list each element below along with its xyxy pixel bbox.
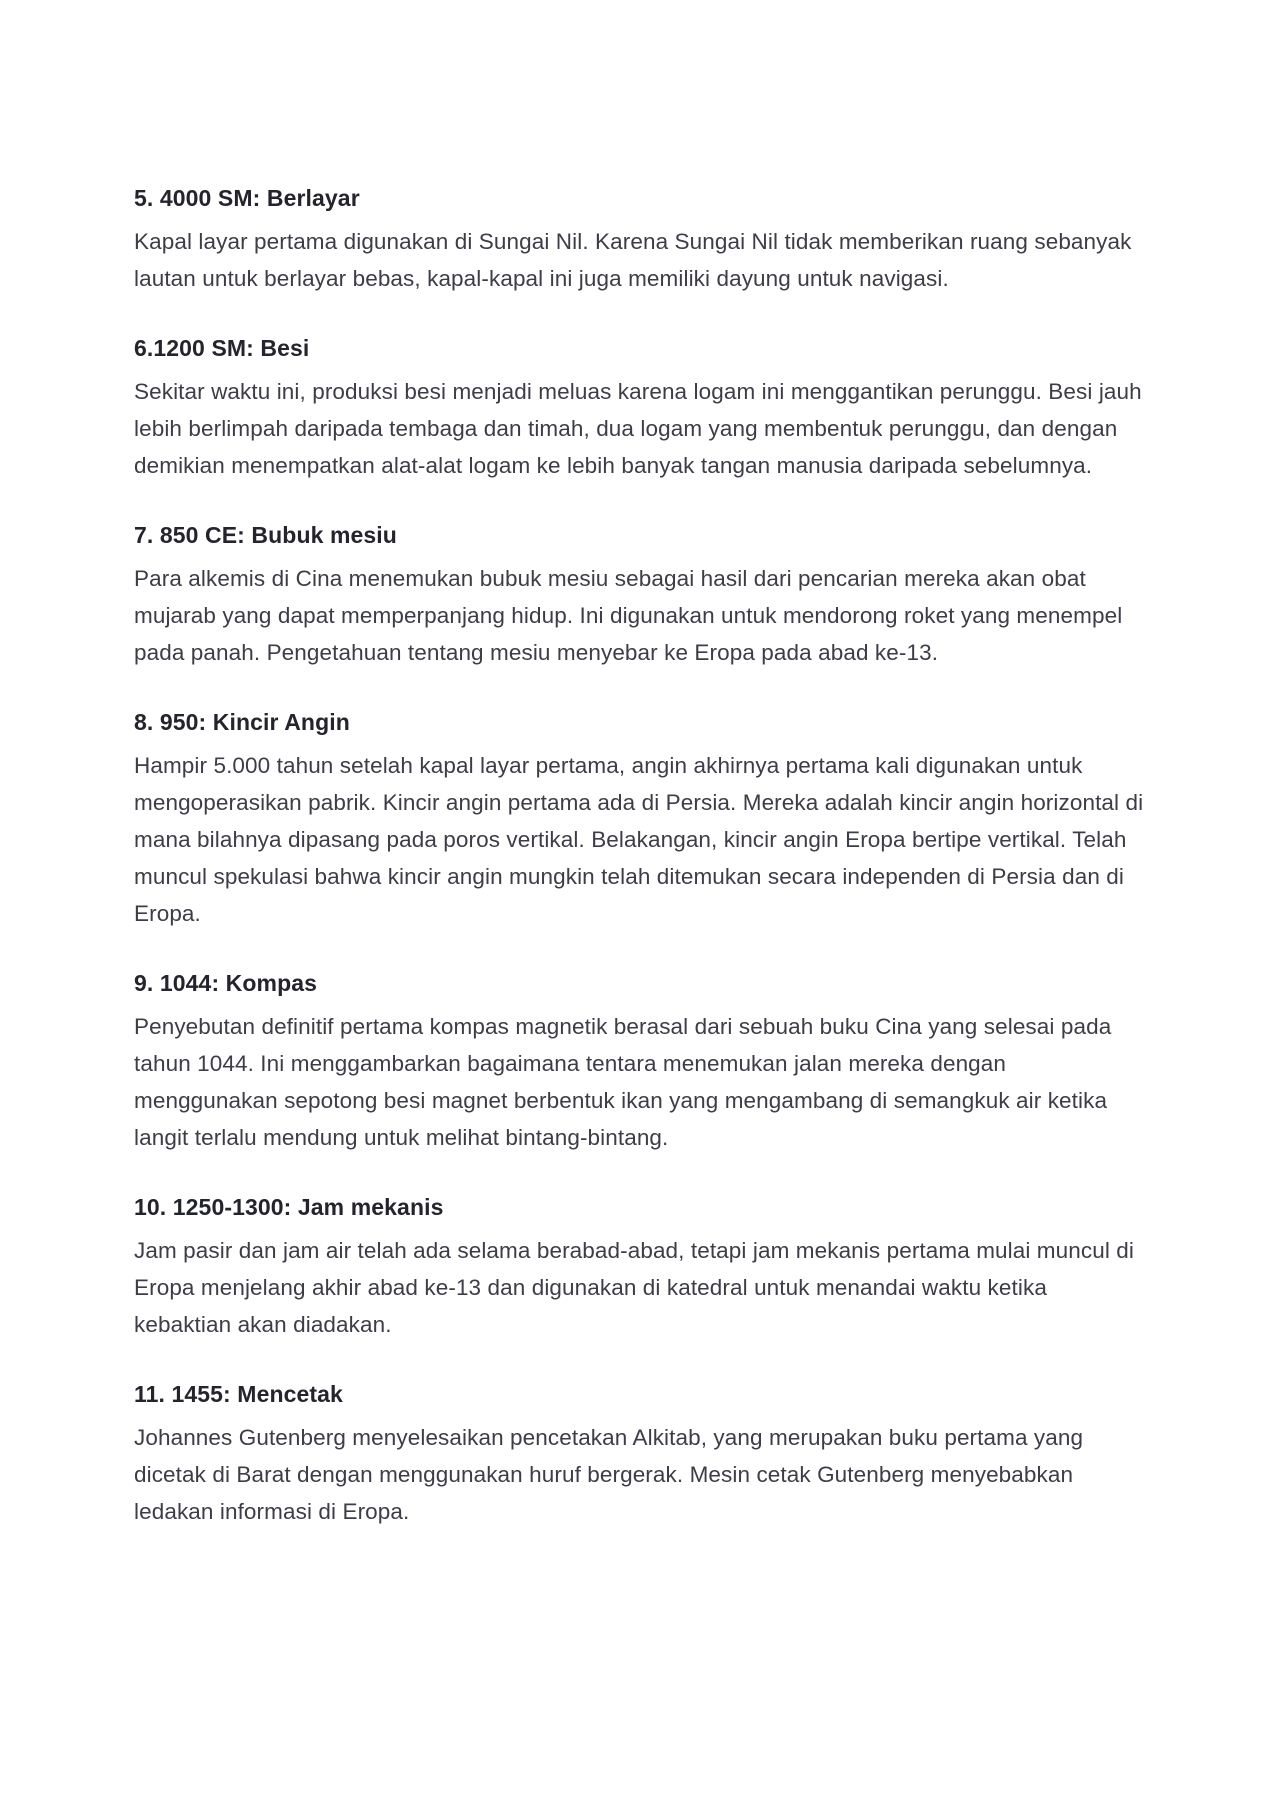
section-heading: 7. 850 CE: Bubuk mesiu — [134, 522, 397, 548]
timeline-section — [134, 704, 1148, 932]
section-paragraph: Para alkemis di Cina menemukan bubuk mesiu sebagai hasil dari pencarian mereka akan obat mujarab yang dapat memperpanjang hidup. Ini digunakan untuk mendorong roket yang menempel pada panah. Pengetahuan tentang mesiu menyebar ke Eropa pada abad ke-13. — [134, 566, 1123, 665]
section-paragraph: Hampir 5.000 tahun setelah kapal layar pertama, angin akhirnya pertama kali digunakan untuk mengoperasikan pabrik. Kincir angin pertama ada di Persia. Mereka adalah kincir angin horizontal di mana bilahnya dipasang pada poros vertikal. Belakangan, kincir angin Eropa bertipe vertikal. Telah muncul spekulasi bahwa kincir angin mungkin telah ditemukan secara independen di Persia dan di Eropa. — [134, 753, 1144, 926]
section-heading: 11. 1455: Mencetak — [134, 1381, 343, 1407]
section-paragraph: Johannes Gutenberg menyelesaikan pencetakan Alkitab, yang merupakan buku pertama yang dicetak di Barat dengan menggunakan huruf bergerak. Mesin cetak Gutenberg menyebabkan ledakan informasi di Eropa. — [134, 1425, 1084, 1524]
timeline-section — [134, 1189, 1148, 1343]
section-heading: 10. 1250-1300: Jam mekanis — [134, 1194, 444, 1220]
timeline-section — [134, 965, 1148, 1156]
section-heading: 8. 950: Kincir Angin — [134, 709, 350, 735]
section-paragraph: Jam pasir dan jam air telah ada selama berabad-abad, tetapi jam mekanis pertama mulai muncul di Eropa menjelang akhir abad ke-13 dan digunakan di katedral untuk menandai waktu ketika kebaktian akan diadakan. — [134, 1238, 1135, 1337]
timeline-section — [134, 180, 1148, 297]
section-heading: 5. 4000 SM: Berlayar — [134, 185, 360, 211]
timeline-section — [134, 1376, 1148, 1530]
section-heading: 6.1200 SM: Besi — [134, 335, 310, 361]
timeline-document — [134, 180, 1148, 1530]
section-paragraph: Penyebutan definitif pertama kompas magnetik berasal dari sebuah buku Cina yang selesai pada tahun 1044. Ini menggambarkan bagaimana tentara menemukan jalan mereka dengan menggunakan sepotong besi magnet berbentuk ikan yang mengambang di semangkuk air ketika langit terlalu mendung untuk melihat bintang-bintang. — [134, 1014, 1112, 1150]
timeline-section — [134, 517, 1148, 671]
section-paragraph: Kapal layar pertama digunakan di Sungai Nil. Karena Sungai Nil tidak memberikan ruang sebanyak lautan untuk berlayar bebas, kapal-kapal ini juga memiliki dayung untuk navigasi. — [134, 229, 1132, 291]
timeline-section — [134, 330, 1148, 484]
section-paragraph: Sekitar waktu ini, produksi besi menjadi meluas karena logam ini menggantikan perunggu. Besi jauh lebih berlimpah daripada tembaga dan timah, dua logam yang membentuk perunggu, dan dengan demikian menempatkan alat-alat logam ke lebih banyak tangan manusia daripada sebelumnya. — [134, 379, 1142, 478]
section-heading: 9. 1044: Kompas — [134, 970, 318, 996]
